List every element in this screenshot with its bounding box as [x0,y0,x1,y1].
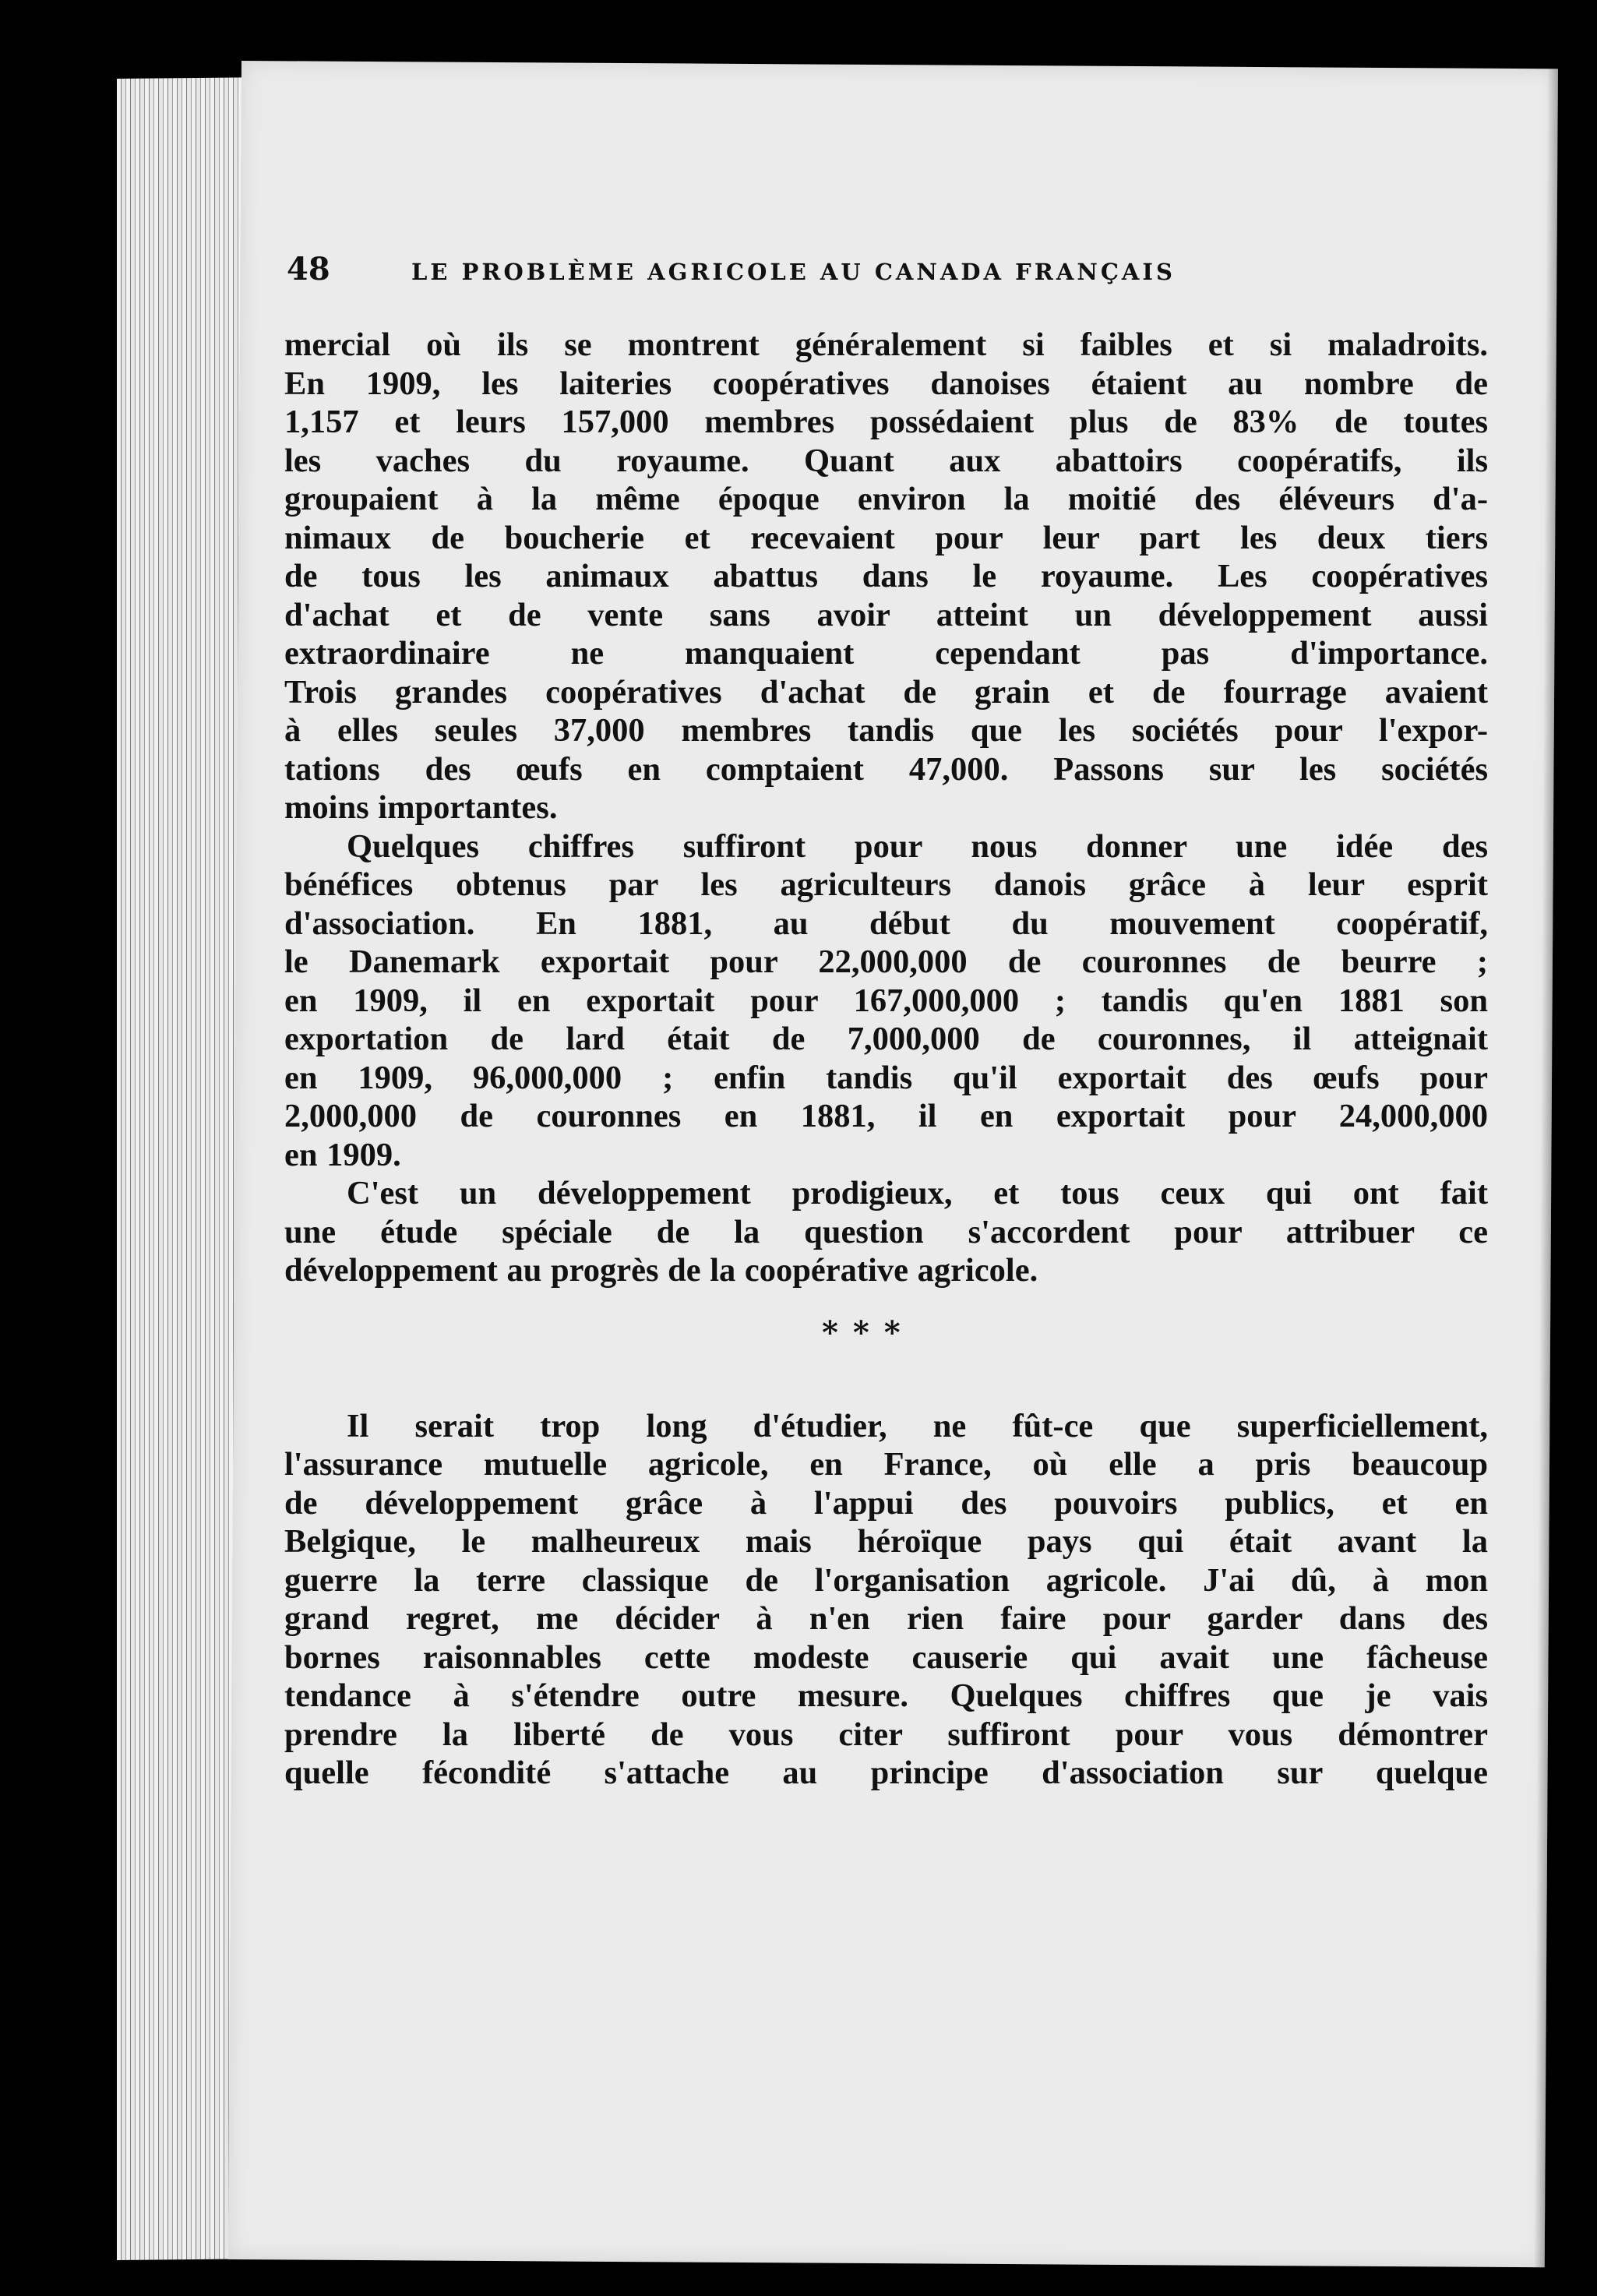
text-line: développement au progrès de la coopérative agricole. [284,1252,1038,1289]
text-line: C'est un développement prodigieux, et tous ceux qui ont fait [347,1175,1488,1211]
text-line: 2,000,000 de couronnes en 1881, il en exportait pour 24,000,000 [284,1098,1488,1134]
text-line: mercial où ils se montrent généralement si faibles et si maladroits. [284,326,1488,363]
text-line: l'assurance mutuelle agricole, en France, où elle a pris beaucoup [284,1446,1488,1483]
body-text [284,326,1488,1793]
text-line: tendance à s'étendre outre mesure. Quelques chiffres que je vais [284,1677,1488,1714]
text-line: exportation de lard était de 7,000,000 de couronnes, il atteignait [284,1021,1488,1057]
running-title: LE PROBLÈME AGRICOLE AU CANADA FRANÇAIS [411,259,1176,285]
text-line: grand regret, me décider à n'en rien faire pour garder dans des [284,1600,1488,1637]
paragraph [284,1174,1488,1290]
text-line: de développement grâce à l'appui des pouvoirs publics, et en [284,1484,1488,1522]
paragraph [284,326,1488,827]
text-line: en 1909. [284,1136,401,1173]
text-line: En 1909, les laiteries coopératives danoises étaient au nombre de [284,365,1488,402]
text-line: Quelques chiffres suffiront pour nous donner une idée des [347,827,1488,865]
text-line: bornes raisonnables cette modeste causerie qui avait une fâcheuse [284,1638,1488,1676]
page-shadow [1534,69,1558,2267]
paragraph [284,1407,1488,1793]
paragraph [284,827,1488,1175]
text-line: en 1909, il en exportait pour 167,000,000 ; tandis qu'en 1881 son [284,982,1488,1019]
text-line: une étude spéciale de la question s'accordent pour attribuer ce [284,1213,1488,1250]
text-line: groupaient à la même époque environ la moitié des éléveurs d'a- [284,481,1488,517]
text-line: d'achat et de vente sans avoir atteint un développement aussi [284,596,1488,633]
page-number: 48 [287,251,330,287]
text-line: Il serait trop long d'étudier, ne fût-ce que superficiellement, [347,1407,1488,1444]
text-line: d'association. En 1881, au début du mouvement coopératif, [284,905,1488,942]
text-line: en 1909, 96,000,000 ; enfin tandis qu'il exportait des œufs pour [284,1059,1488,1096]
text-line: à elles seules 37,000 membres tandis que les sociétés pour l'expor- [284,712,1488,749]
text-line: guerre la terre classique de l'organisation agricole. J'ai dû, à mon [284,1561,1488,1599]
section-break [284,1290,1488,1407]
text-line: tations des œufs en comptaient 47,000. Passons sur les sociétés [284,750,1488,788]
text-line: bénéfices obtenus par les agriculteurs danois grâce à leur esprit [284,866,1488,903]
text-line: Trois grandes coopératives d'achat de grain et de fourrage avaient [284,673,1488,711]
text-line: moins importantes. [284,789,558,826]
text-line: de tous les animaux abattus dans le royaume. Les coopératives [284,558,1488,594]
text-line: extraordinaire ne manquaient cependant pas d'importance. [284,635,1488,672]
text-line: 1,157 et leurs 157,000 membres possédaient plus de 83% de toutes [284,404,1488,440]
text-line: prendre la liberté de vous citer suffiront pour vous démontrer [284,1716,1488,1753]
text-line: Belgique, le malheureux mais héroïque pays qui était avant la [284,1523,1488,1560]
asterism: * * * [822,1314,902,1351]
text-line: les vaches du royaume. Quant aux abattoirs coopératifs, ils [284,442,1488,479]
text-line: le Danemark exportait pour 22,000,000 de couronnes de beurre ; [284,943,1488,980]
text-line: quelle fécondité s'attache au principe d'association sur quelque [284,1755,1488,1791]
text-line: nimaux de boucherie et recevaient pour leur part les deux tiers [284,519,1488,556]
